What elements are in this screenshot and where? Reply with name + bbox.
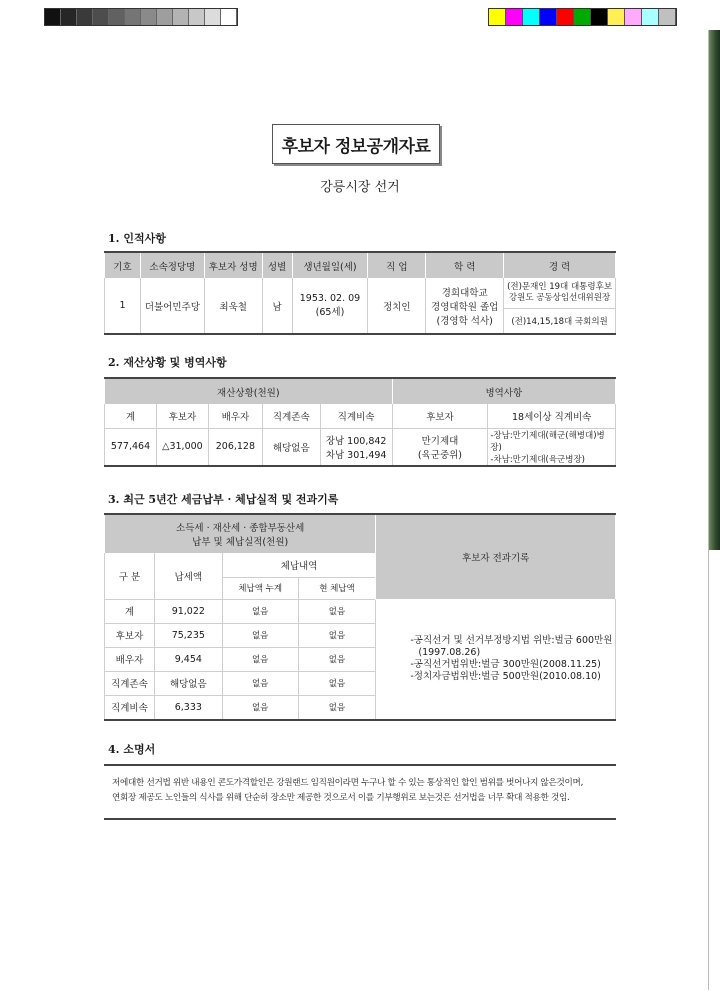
tax-group-header-row xyxy=(105,514,616,553)
tax-row-arrears-current: 없음 xyxy=(298,695,376,720)
subheader-ascendants: 직계존속 xyxy=(262,404,320,428)
tax-row-arrears-total: 없음 xyxy=(222,599,298,623)
record-line: -공직선거법위반:벌금 300만원(2008.11.25) xyxy=(410,659,601,670)
record-line: -공직선거 및 선거부정방지법 위반:벌금 600만원 xyxy=(410,635,613,646)
property-military-table xyxy=(104,377,616,467)
property-spouse: 206,128 xyxy=(208,428,262,466)
subheader-descendants-military: 18세이상 직계비속 xyxy=(488,404,616,428)
gray-swatch xyxy=(173,9,189,25)
record-line: -정치자금법위반:벌금 500만원(2010.08.10) xyxy=(410,671,601,682)
tax-row-paid: 해당없음 xyxy=(154,671,222,695)
military-line: -장남:만기제대(해군(해병대)병장) xyxy=(490,430,605,453)
property-header: 재산상황(천원) xyxy=(105,378,393,404)
grayscale-calibration-bar xyxy=(44,8,238,26)
tax-row xyxy=(105,599,616,623)
tax-header xyxy=(105,514,376,553)
candidate-birth xyxy=(292,278,368,334)
gray-swatch xyxy=(93,9,109,25)
descendant-property: 장남 100,842 xyxy=(325,435,387,447)
header-career: 경 력 xyxy=(504,252,616,278)
personal-info-header-row xyxy=(105,252,616,278)
record-header: 후보자 전과기록 xyxy=(376,514,616,599)
section3-heading: 3. 최근 5년간 세금납부 · 체납실적 및 전과기록 xyxy=(108,493,339,506)
military-line: -차남:만기제대(육군병장) xyxy=(490,454,586,465)
property-descendants xyxy=(320,428,392,466)
gray-swatch xyxy=(125,9,141,25)
tax-row-paid: 75,235 xyxy=(154,623,222,647)
tax-row-label: 직계비속 xyxy=(105,695,155,720)
gray-swatch xyxy=(141,9,157,25)
tax-header-line: 소득세 · 재산세 · 종합부동산세 xyxy=(176,523,305,534)
military-line: (육군중위) xyxy=(417,449,463,461)
header-education: 학 력 xyxy=(426,252,504,278)
subheader-total: 계 xyxy=(105,404,157,428)
gray-swatch xyxy=(109,9,125,25)
header-name: 후보자 성명 xyxy=(204,252,262,278)
section2-heading: 2. 재산상황 및 병역사항 xyxy=(108,356,227,369)
subheader-spouse: 배우자 xyxy=(208,404,262,428)
gray-swatch xyxy=(205,9,221,25)
property-total: 577,464 xyxy=(105,428,157,466)
gray-swatch xyxy=(221,9,237,25)
header-category: 구 분 xyxy=(105,553,155,599)
property-sub-header-row xyxy=(105,404,616,428)
criminal-records xyxy=(376,599,616,720)
property-candidate: △31,000 xyxy=(156,428,208,466)
personal-info-table xyxy=(104,251,616,335)
header-number: 기호 xyxy=(105,252,141,278)
candidate-job: 정치인 xyxy=(368,278,426,334)
document-subtitle: 강릉시장 선거 xyxy=(320,180,400,195)
property-row xyxy=(105,428,616,466)
personal-info-row xyxy=(105,278,616,334)
candidate-military xyxy=(392,428,488,466)
subheader-candidate-military: 후보자 xyxy=(392,404,488,428)
candidate-age: (65세) xyxy=(315,307,345,318)
gray-swatch xyxy=(157,9,173,25)
tax-row-arrears-total: 없음 xyxy=(222,647,298,671)
education-line: 경희대학교 xyxy=(441,287,488,299)
header-gender: 성별 xyxy=(262,252,292,278)
color-swatch xyxy=(574,9,591,25)
candidate-gender: 남 xyxy=(262,278,292,334)
page-edge-decoration xyxy=(709,30,720,550)
education-line: (경영학 석사) xyxy=(436,315,493,327)
tax-row-paid: 9,454 xyxy=(154,647,222,671)
color-swatch xyxy=(625,9,642,25)
color-swatch xyxy=(489,9,506,25)
tax-row-arrears-current: 없음 xyxy=(298,671,376,695)
header-paid: 납세액 xyxy=(154,553,222,599)
subheader-candidate: 후보자 xyxy=(156,404,208,428)
career-line: (전)문재인 19대 대통령후보 xyxy=(507,282,613,292)
gray-swatch xyxy=(189,9,205,25)
record-line: (1997.08.26) xyxy=(418,647,481,658)
tax-row-arrears-current: 없음 xyxy=(298,623,376,647)
descendant-property: 차남 301,494 xyxy=(325,449,387,461)
tax-row-label: 계 xyxy=(105,599,155,623)
section4-heading: 4. 소명서 xyxy=(108,743,156,756)
military-header: 병역사항 xyxy=(392,378,615,404)
career-line: 강원도 공동상임선대위원장 xyxy=(508,293,611,303)
candidate-number: 1 xyxy=(105,278,141,334)
career-line: (전)14,15,18대 국회의원 xyxy=(511,317,608,327)
birth-date: 1953. 02. 09 xyxy=(299,293,361,304)
tax-record-table xyxy=(104,513,616,721)
color-swatch xyxy=(642,9,659,25)
section1-heading: 1. 인적사항 xyxy=(108,232,166,245)
color-calibration-bar xyxy=(488,8,677,26)
tax-row-arrears-current: 없음 xyxy=(298,599,376,623)
tax-row-arrears-current: 없음 xyxy=(298,647,376,671)
color-swatch xyxy=(659,9,676,25)
document-title: 후보자 정보공개자료 xyxy=(272,124,440,164)
tax-row-arrears-total: 없음 xyxy=(222,671,298,695)
color-swatch xyxy=(523,9,540,25)
header-arrears: 체납내역 xyxy=(222,553,376,577)
tax-header-line: 납부 및 체납실적(천원) xyxy=(192,537,289,548)
property-group-header-row xyxy=(105,378,616,404)
tax-row-arrears-total: 없음 xyxy=(222,695,298,720)
descendants-military xyxy=(488,428,616,466)
statement-box xyxy=(104,764,616,820)
candidate-name: 최욱철 xyxy=(204,278,262,334)
tax-row-label: 직계존속 xyxy=(105,671,155,695)
education-line: 경영대학원 졸업 xyxy=(431,301,499,313)
tax-row-paid: 6,333 xyxy=(154,695,222,720)
tax-row-label: 배우자 xyxy=(105,647,155,671)
header-party: 소속정당명 xyxy=(140,252,204,278)
gray-swatch xyxy=(61,9,77,25)
header-arrears-current: 현 체납액 xyxy=(298,577,376,599)
color-swatch xyxy=(591,9,608,25)
page-edge-line xyxy=(708,30,709,990)
tax-row-paid: 91,022 xyxy=(154,599,222,623)
candidate-career xyxy=(504,278,616,334)
color-swatch xyxy=(540,9,557,25)
color-swatch xyxy=(506,9,523,25)
header-arrears-total: 체납액 누계 xyxy=(222,577,298,599)
tax-row-label: 후보자 xyxy=(105,623,155,647)
header-birth: 생년월일(세) xyxy=(292,252,368,278)
statement-line: 저에대한 선거법 위반 내용인 콘도가격할인은 강원랜드 임직원이라면 누구나 할 수 있는 통상적인 할인 범위를 벗어나지 않은것이며, xyxy=(112,778,583,788)
candidate-education xyxy=(426,278,504,334)
gray-swatch xyxy=(45,9,61,25)
tax-row-arrears-total: 없음 xyxy=(222,623,298,647)
color-swatch xyxy=(557,9,574,25)
subheader-descendants: 직계비속 xyxy=(320,404,392,428)
property-ascendants: 해당없음 xyxy=(262,428,320,466)
gray-swatch xyxy=(77,9,93,25)
color-swatch xyxy=(608,9,625,25)
career-previous xyxy=(504,278,615,309)
candidate-party: 더불어민주당 xyxy=(140,278,204,334)
statement-line: 연회장 제공도 노인들의 식사를 위해 단순히 장소만 제공한 것으로서 이를 기부행위로 보는것은 선거법을 너무 확대 적용한 것임. xyxy=(112,793,570,803)
military-line: 만기제대 xyxy=(421,435,459,447)
header-job: 직 업 xyxy=(368,252,426,278)
